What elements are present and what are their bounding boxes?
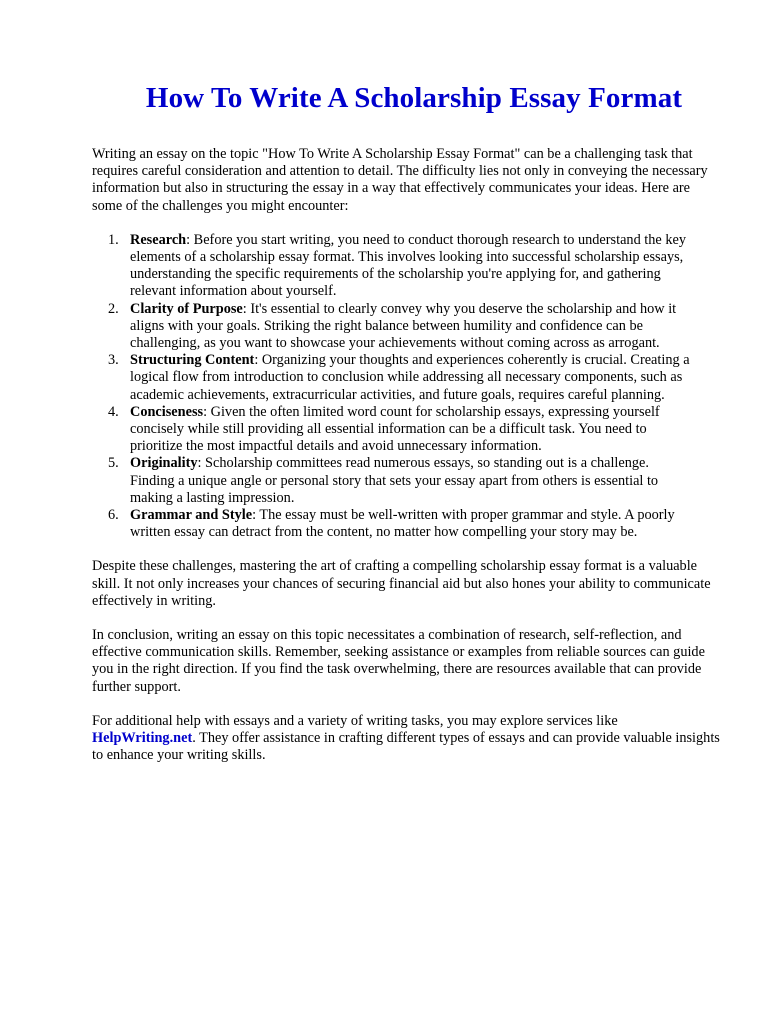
challenge-term: Research — [130, 231, 187, 248]
despite-paragraph: Despite these challenges, mastering the art of crafting a compelling scholarship essay format is a valuable skill. It not only increases your chances of securing financial aid but also hones your ability to communicate effectively in writing. — [92, 558, 711, 609]
challenge-item-clarity — [92, 301, 692, 353]
conclusion-paragraph: In conclusion, writing an essay on this topic necessitates a combination of research, self-reflection, and effective communication skills. Remember, seeking assistance or examples from reliable sources can guide you in the right direction. If you find the task overwhelming, there are resources available that can provide further support. — [92, 627, 705, 695]
list-number: 1. — [108, 231, 119, 248]
challenge-text: : Given the often limited word count for scholarship essays, expressing yourself concisely while still providing all essential information can be a difficult task. You need to prioritize the most impactful details and avoid unnecessary information. — [130, 403, 660, 455]
closing-paragraph — [92, 713, 722, 765]
helpwriting-link[interactable]: HelpWriting.net — [92, 730, 193, 747]
page-title: How To Write A Scholarship Essay Format — [145, 82, 683, 114]
list-number: 3. — [108, 352, 119, 369]
challenges-list — [92, 232, 692, 542]
list-number: 2. — [108, 300, 119, 317]
list-number: 6. — [108, 507, 119, 524]
closing-text-before: For additional help with essays and a variety of writing tasks, you may explore services like — [92, 712, 618, 729]
challenge-text: : Before you start writing, you need to conduct thorough research to understand the key elements of a scholarship essay format. This involves looking into successful scholarship essays, understanding the specific requirements of the scholarship you're applying for, and gathering relevant information about yourself. — [130, 231, 686, 300]
challenge-term: Conciseness — [130, 403, 204, 420]
challenge-term: Originality — [130, 455, 198, 472]
challenge-item-conciseness — [92, 404, 692, 456]
challenge-text: : It's essential to clearly convey why you deserve the scholarship and how it aligns with your goals. Striking the right balance between humility and confidence can be challenging, as you want to showcase your achievements without coming across as arrogant. — [130, 300, 677, 352]
challenge-text: : Organizing your thoughts and experiences coherently is crucial. Creating a logical flow from introduction to conclusion while addressing all necessary components, such as academic achievements, extracurricular activities, and future goals, requires careful planning. — [130, 352, 690, 403]
challenge-text: : The essay must be well-written with proper grammar and style. A poorly written essay can detract from the content, no matter how compelling your story may be. — [130, 507, 675, 541]
closing-text-after: . They offer assistance in crafting different types of essays and can provide valuable insights to enhance your writing skills. — [92, 730, 720, 764]
intro-paragraph: Writing an essay on the topic "How To Write A Scholarship Essay Format" can be a challenging task that requires careful consideration and attention to detail. The difficulty lies not only in conveying the necessary information but also in structuring the essay in a way that effectively communicates your ideas. Here are some of the challenges you might encounter: — [92, 146, 708, 214]
challenge-item-grammar — [92, 507, 692, 541]
challenge-term: Clarity of Purpose — [130, 300, 243, 317]
challenge-term: Structuring Content — [130, 352, 255, 369]
challenge-item-originality — [92, 455, 692, 507]
list-number: 4. — [108, 403, 119, 420]
list-number: 5. — [108, 455, 119, 472]
challenge-text: : Scholarship committees read numerous essays, so standing out is a challenge. Finding a unique angle or personal story that sets your essay apart from others is essential to making a lasting impression. — [130, 455, 659, 506]
challenge-item-structuring — [92, 352, 692, 404]
challenge-term: Grammar and Style — [130, 507, 253, 524]
challenge-item-research — [92, 232, 692, 301]
